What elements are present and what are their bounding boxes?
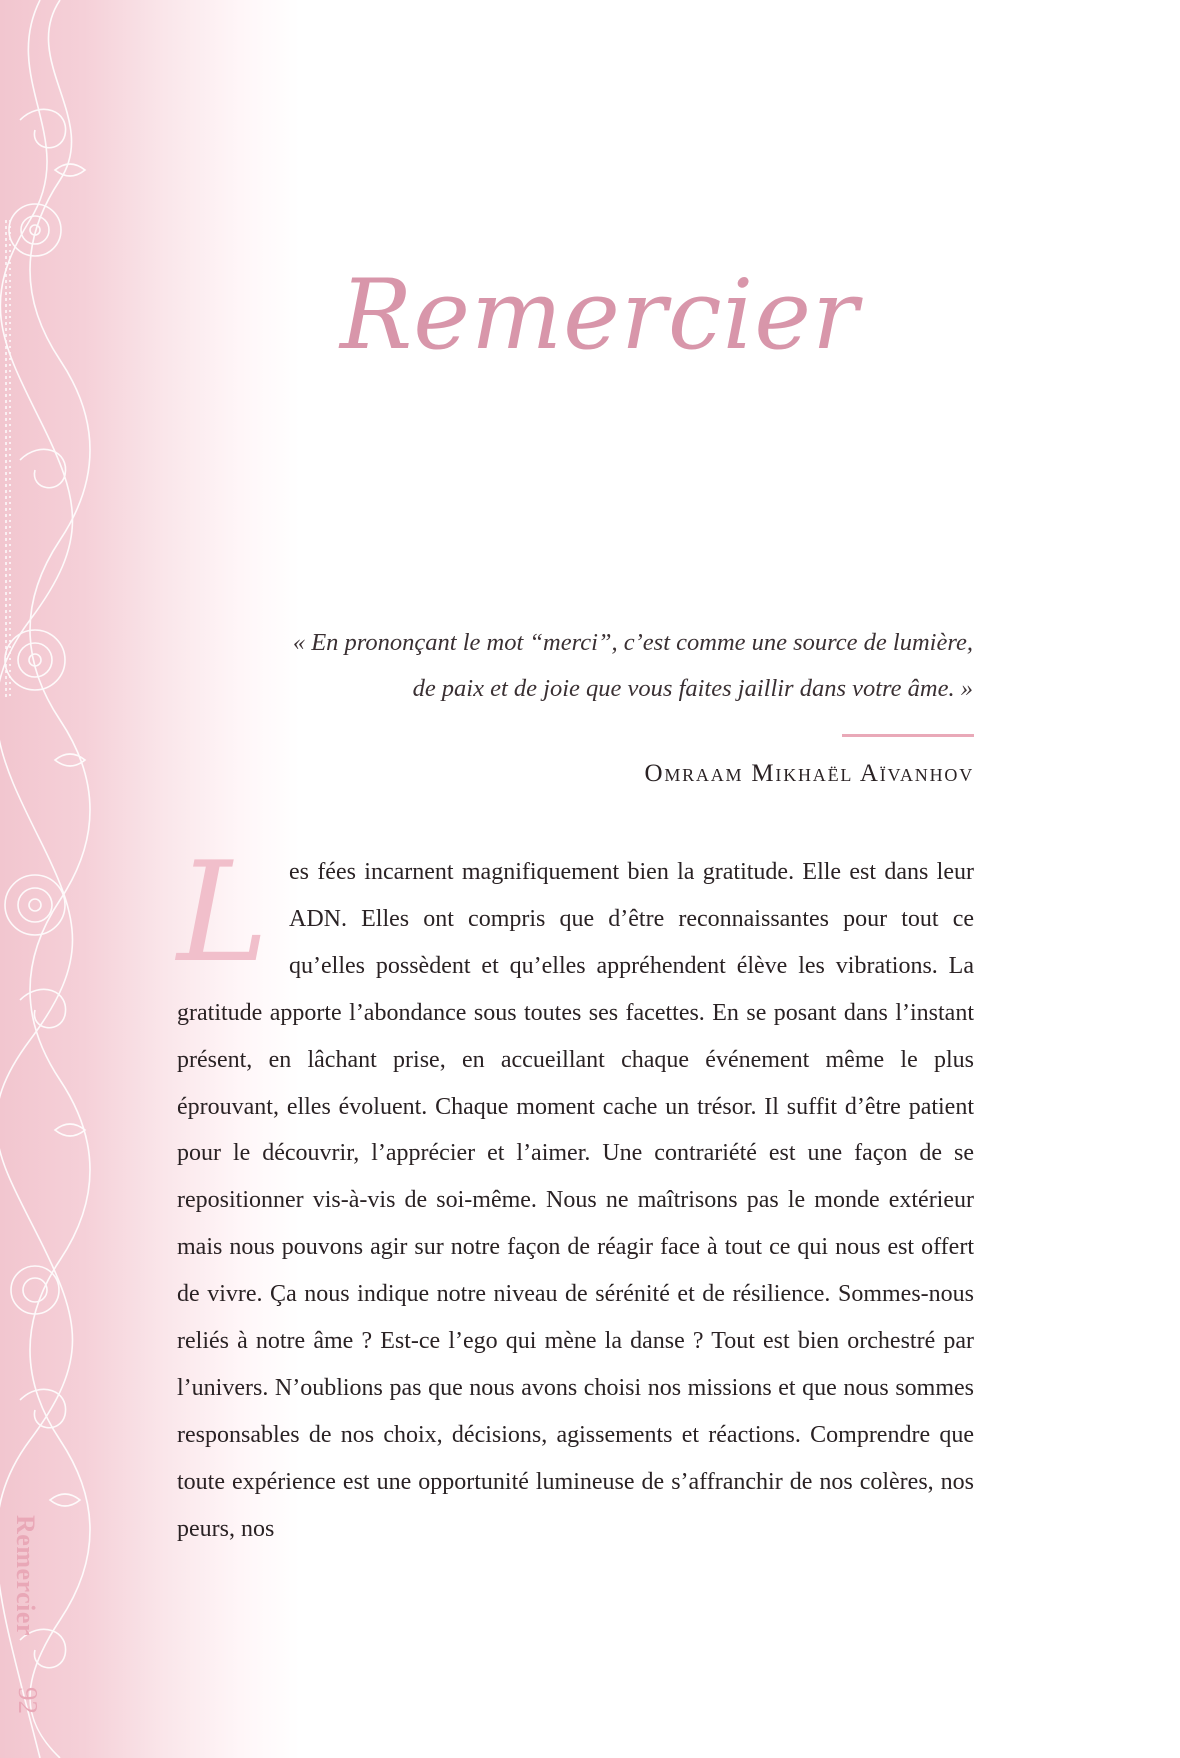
epigraph-quote [240,620,973,712]
epigraph-author: Omraam Mikhaël Aïvanhov [644,760,974,787]
floral-ornament-border [0,0,120,1758]
epigraph-line-2: de paix et de joie que vous faites jaillir dans votre âme. » [412,675,973,702]
epigraph-line-1: « En prononçant le mot “merci”, c’est comme une source de lumière, [292,629,973,656]
page-number: 92 [13,1687,43,1714]
body-text: es fées incarnent magnifiquement bien la gratitude. Elle est dans leur ADN. Elles ont compris que d’être reconnaissantes pour tout ce qu’elles possèdent et qu’elles appréhendent élève les vibrations. La gratitude apporte l’abondance sous toutes ses facettes. En se posant dans l’instant présent, en lâchant prise, en accueillant chaque événement même le plus éprouvant, elles évoluent. Chaque moment cache un trésor. Il suffit d’être patient pour le découvrir, l’apprécier et l’aimer. Une contrariété est une façon de se repositionner vis-à-vis de soi-même. Nous ne maîtrisons pas le monde extérieur mais nous pouvons agir sur notre façon de réagir face à tout ce qui nous est offert de vivre. Ça nous indique notre niveau de sérénité et de résilience. Sommes-nous reliés à notre âme ? Est-ce l’ego qui mène la danse ? Tout est bien orchestré par l’univers. N’oublions pas que nous avons choisi nos missions et que nous sommes responsables de nos choix, décisions, agissements et réactions. Comprendre que toute expérience est une opportunité lumineuse de s’affranchir de nos colères, nos peurs, nos [177,859,974,1542]
body-paragraph [177,832,974,1553]
drop-cap: L [177,832,269,993]
epigraph-divider [842,734,974,737]
running-head [10,1515,50,1745]
chapter-title: Remercier [340,259,859,371]
running-head-title: Remercier [11,1515,40,1636]
